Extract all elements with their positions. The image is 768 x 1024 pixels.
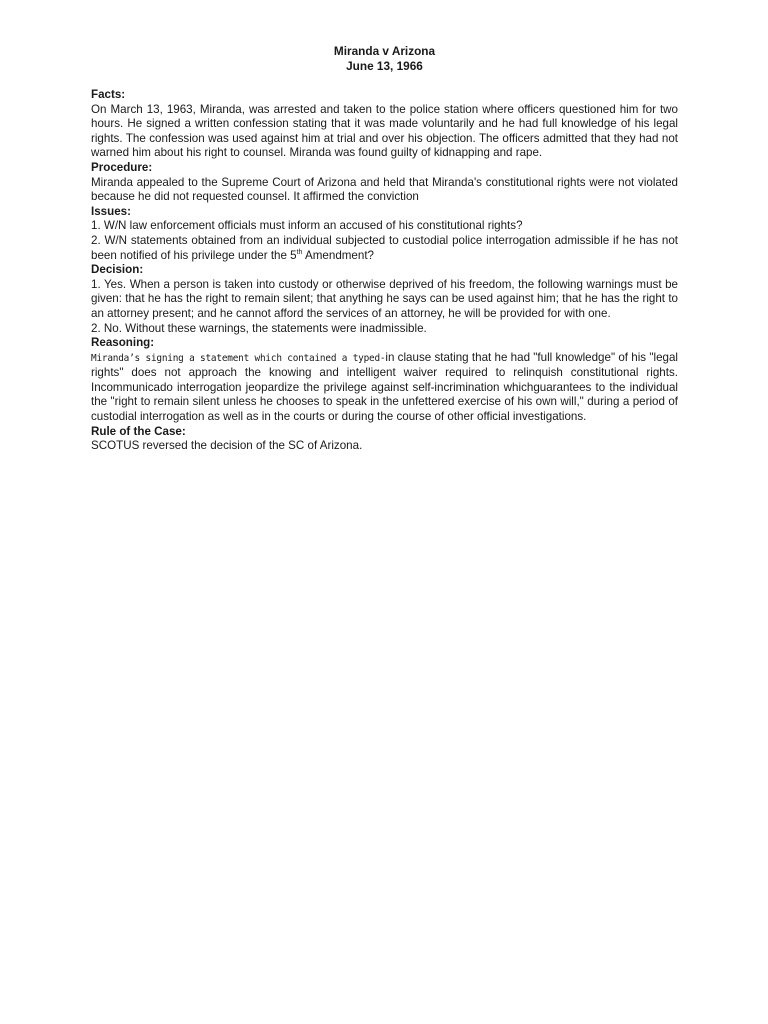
issues-heading: Issues:: [91, 204, 131, 218]
section-decision: [91, 263, 678, 336]
issue-item-2-tail: Amendment?: [302, 248, 374, 262]
issue-item-2: [91, 234, 678, 263]
decision-heading: Decision:: [91, 263, 144, 277]
issue-item-2-superscript: th: [296, 248, 303, 256]
case-date: June 13, 1966: [346, 59, 423, 73]
procedure-heading: Procedure:: [91, 160, 153, 174]
procedure-text: Miranda appealed to the Supreme Court of Arizona and held that Miranda's constitutional rights were not violated because he did not requested counsel. It affirmed the conviction: [91, 175, 678, 204]
issue-item-1: 1. W/N law enforcement officials must inform an accused of his constitutional rights?: [91, 219, 523, 233]
facts-heading: Facts:: [91, 88, 126, 101]
section-rule: [91, 425, 678, 454]
reasoning-heading: Reasoning:: [91, 336, 155, 350]
title-block: [91, 44, 678, 74]
reasoning-text-mono: Miranda’s signing a statement which contained a typed-: [91, 352, 386, 364]
section-facts: [91, 88, 678, 161]
facts-text: On March 13, 1963, Miranda, was arrested and taken to the police station where officers questioned him for two hours. He signed a written confession stating that it was made voluntarily and he had full knowledge of his legal rights. The confession was used against him at trial and over his objection. The officers admitted that they had not warned him about his right to counsel. Miranda was found guilty of kidnapping and rape.: [91, 102, 678, 160]
case-title: Miranda v Arizona: [333, 44, 436, 58]
decision-item-2: 2. No. Without these warnings, the statements were inadmissible.: [91, 321, 427, 335]
decision-item-1: 1. Yes. When a person is taken into custody or otherwise deprived of his freedom, the following warnings must be given: that he has the right to remain silent; that anything he says can be used against him; that he has the right to an attorney present; and he cannot afford the services of an attorney, he will be provided for with one.: [91, 277, 678, 320]
rule-text: SCOTUS reversed the decision of the SC of Arizona.: [91, 439, 363, 453]
issue-item-2-text: 2. W/N statements obtained from an individual subjected to custodial police interrogation admissible if he has not been notified of his privilege under the 5: [91, 233, 678, 262]
rule-heading: Rule of the Case:: [91, 424, 186, 438]
section-reasoning: [91, 336, 678, 425]
document-page: [91, 44, 678, 454]
reasoning-text: [91, 351, 678, 425]
section-issues: [91, 205, 678, 263]
reasoning-text-rest: in clause stating that he had "full knowledge" of his "legal rights" does not approach the knowing and intelligent waiver required to relinquish constitutional rights. Incommunicado interrogation jeopardize the privilege against self-incrimination whichguarantees to the individual the "right to remain silent unless he chooses to speak in the unfettered exercise of his own will," during a period of custodial interrogation as well as in the courts or during the course of other official investigations.: [91, 350, 678, 424]
section-procedure: [91, 161, 678, 205]
